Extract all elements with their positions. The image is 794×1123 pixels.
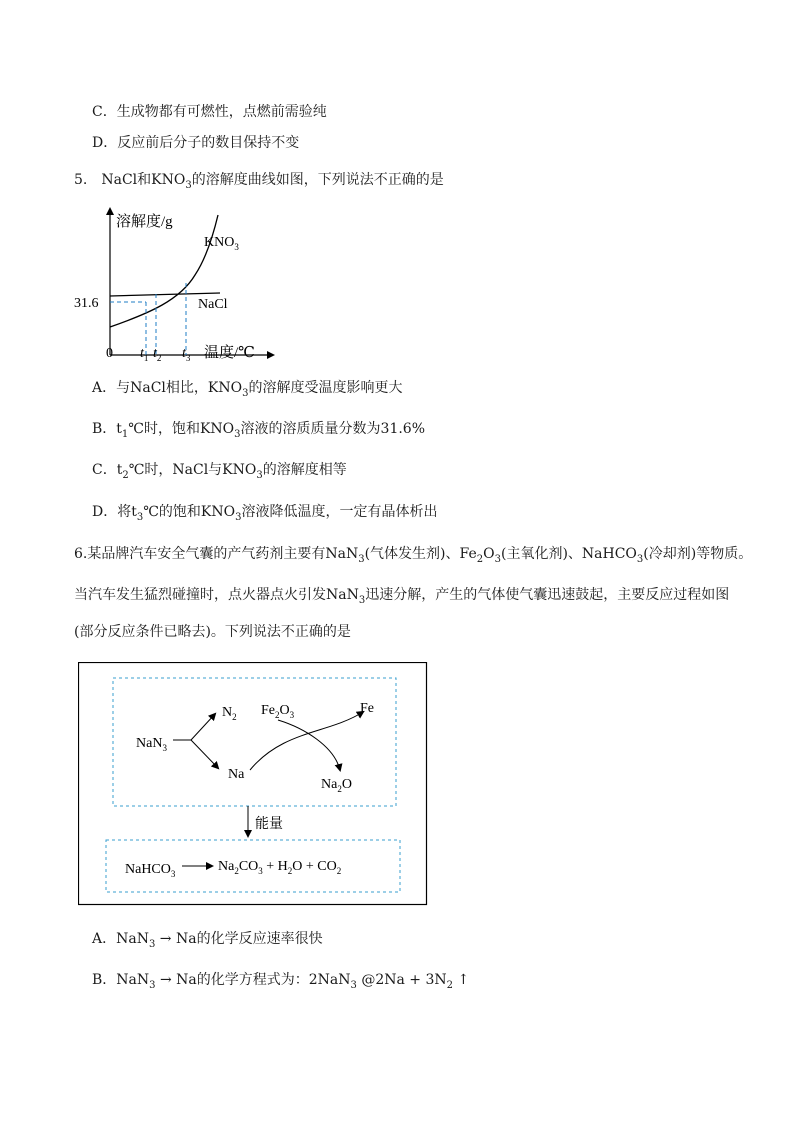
- origin-label: 0: [106, 346, 113, 361]
- na-label: Na: [228, 767, 245, 782]
- na2o-label: $Na_2O$: [321, 777, 352, 794]
- q6-option-b: B．NaN$_3$ → Na的化学方程式为：2NaN$_3$ @2Na + $3N_2$ ↑: [92, 972, 470, 991]
- q6-stem-line3: (部分反应条件已略去)。下列说法不正确的是: [74, 624, 351, 640]
- q5-option-b: B．$t_1℃$时，饱和$KNO_3$溶液的溶质质量分数为31.6%: [92, 421, 426, 440]
- fe2o3-label: $Fe_2O_3$: [261, 703, 295, 720]
- y-tick-31-6: 31.6: [74, 296, 99, 311]
- q4-option-d: D．反应前后分子的数目保持不变: [92, 135, 300, 151]
- nacl-label: NaCl: [198, 297, 228, 312]
- q6-stem-line2: 当汽车发生猛烈碰撞时，点火器点火引发NaN$_3$迅速分解，产生的气体使气囊迅速鼓起，主要反应过程如图: [74, 587, 730, 606]
- nahco3-label: NaHCO$_3$: [125, 862, 176, 879]
- products-label: $Na_2CO_3 + H_2O + CO_2$: [218, 859, 342, 876]
- nacl-curve: [110, 293, 220, 296]
- x-axis-arrow: [267, 351, 275, 359]
- q5-option-c: C．$t_2℃$时，NaCl与$KNO_3$的溶解度相等: [92, 462, 347, 481]
- q5-stem: 5. NaCl和$KNO_3$的溶解度曲线如图，下列说法不正确的是: [74, 172, 444, 191]
- q6-stem-line1: 6.某品牌汽车安全气囊的产气药剂主要有NaN$_3$(气体发生剂)、$Fe_2O_3$(主氧化剂)、NaHCO$_3$(冷却剂)等物质。: [74, 546, 753, 565]
- graph-xlabel: 温度/℃: [204, 345, 255, 361]
- t3-label: $t_3$: [182, 346, 191, 363]
- y-axis-arrow: [106, 207, 114, 215]
- n2-label: $N_2$: [222, 705, 237, 722]
- fe-label: Fe: [360, 701, 374, 716]
- graph-ylabel: 溶解度/g: [116, 214, 173, 230]
- energy-label: 能量: [255, 817, 283, 832]
- solubility-graph: [70, 205, 280, 370]
- q6-option-a: A．NaN$_3$ → Na的化学反应速率很快: [92, 931, 323, 950]
- nan3-label: NaN$_3$: [136, 736, 167, 753]
- q5-option-a: A．与NaCl相比，$KNO_3$的溶解度受温度影响更大: [92, 380, 403, 399]
- reaction-diagram: [78, 662, 428, 906]
- q5-option-d: D．将$t_3℃$的饱和$KNO_3$溶液降低温度，一定有晶体析出: [92, 504, 438, 523]
- q4-option-c: C．生成物都有可燃性，点燃前需验纯: [92, 104, 327, 120]
- t2-label: $t_2$: [153, 346, 162, 363]
- t1-label: $t_1$: [140, 346, 149, 363]
- kno3-label: $KNO_3$: [204, 235, 239, 252]
